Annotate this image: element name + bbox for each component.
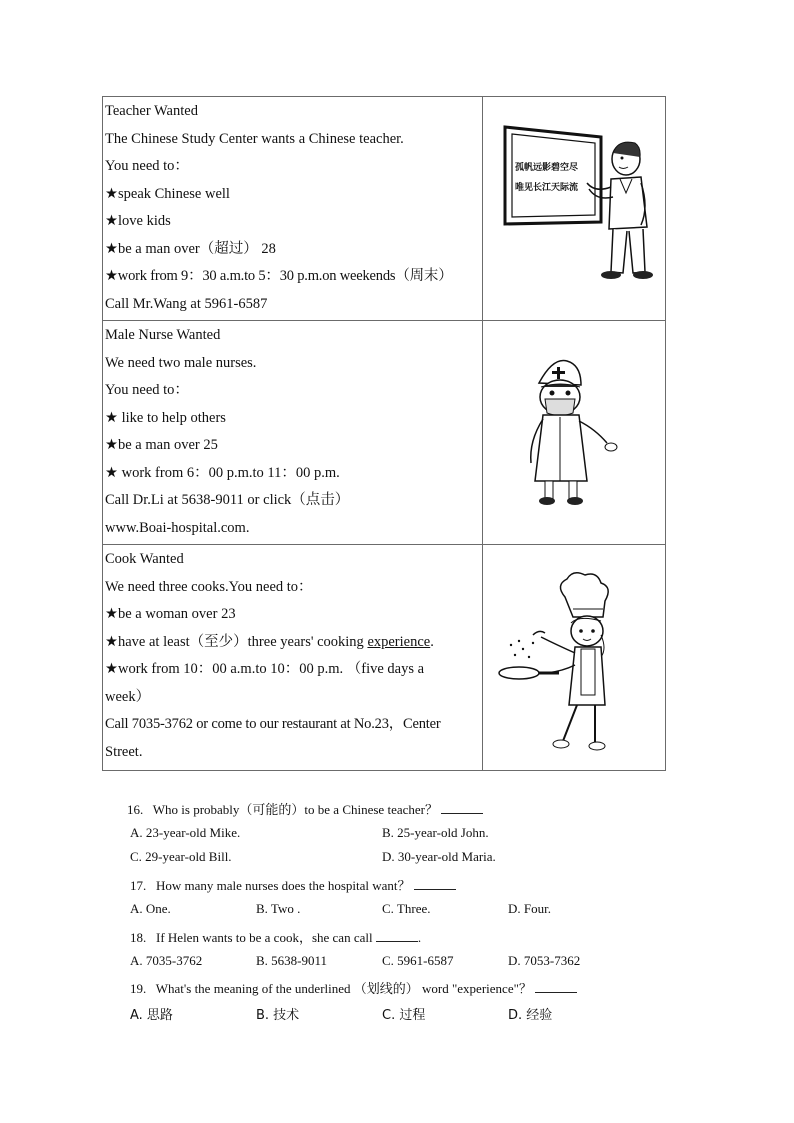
ad-line: ★be a woman over 23 bbox=[105, 606, 236, 622]
ad-line: ★speak Chinese well bbox=[105, 185, 230, 202]
nurse-illustration-cell bbox=[482, 321, 665, 545]
question-number: 18. bbox=[130, 930, 147, 945]
ad-line: Street. bbox=[105, 743, 143, 760]
option-a[interactable]: A. 思路 bbox=[130, 1008, 173, 1023]
ad-line: Cook Wanted bbox=[105, 551, 184, 567]
question-text: What's the meaning of the underlined （划线的） word "experience"？ bbox=[155, 981, 532, 996]
blackboard-line-1: 孤帆远影碧空尽 bbox=[514, 163, 578, 173]
ad-line: week） bbox=[105, 688, 151, 705]
job-ads-table bbox=[102, 96, 666, 771]
question-text: Who is probably（可能的）to be a Chinese teacher？ bbox=[152, 802, 438, 817]
ad-line-experience bbox=[105, 629, 482, 657]
answer-blank[interactable] bbox=[414, 877, 456, 890]
ad-line: ★be a man over（超过） 28 bbox=[105, 240, 276, 257]
ad-line: You need to： bbox=[105, 382, 189, 398]
ad-line: Call Dr.Li at 5638-9011 or click（点击） bbox=[105, 492, 350, 508]
ad-line: You need to： bbox=[105, 158, 189, 174]
ad-line: The Chinese Study Center wants a Chinese teacher. bbox=[105, 130, 404, 147]
option-b[interactable]: B. Two . bbox=[256, 901, 301, 916]
question-number: 19. bbox=[130, 981, 147, 996]
cook-illustration bbox=[483, 545, 668, 769]
ad-row-nurse bbox=[103, 321, 666, 545]
experience-post: . bbox=[430, 633, 434, 650]
option-d[interactable]: D. Four. bbox=[508, 901, 551, 916]
ad-line: ★ work from 6：00 p.m.to 11：00 p.m. bbox=[105, 464, 340, 481]
ad-cook-text bbox=[103, 545, 483, 771]
option-a[interactable]: A. One. bbox=[130, 901, 171, 916]
ad-line: ★work from 10：00 a.m.to 10：00 p.m. （five days a bbox=[105, 661, 425, 677]
option-a[interactable]: A. 7035-3762 bbox=[130, 953, 203, 968]
option-c[interactable]: C. 5961-6587 bbox=[382, 953, 454, 968]
ad-line: ★be a man over 25 bbox=[105, 437, 218, 453]
ad-line: Male Nurse Wanted bbox=[105, 327, 221, 343]
ad-line: ★ like to help others bbox=[105, 409, 226, 426]
teacher-illustration-cell bbox=[482, 97, 665, 321]
ad-row-cook bbox=[103, 545, 666, 771]
experience-pre: ★have at least（至少）three years' cooking bbox=[105, 633, 368, 650]
ad-line: Call 7035-3762 or come to our restaurant at No.23，Center bbox=[105, 716, 441, 732]
answer-blank[interactable] bbox=[376, 929, 418, 942]
ad-row-teacher bbox=[103, 97, 666, 321]
option-d[interactable]: D. 30-year-old Maria. bbox=[382, 849, 496, 864]
underlined-word-experience: experience bbox=[367, 633, 431, 650]
question-17 bbox=[130, 875, 456, 894]
question-16 bbox=[127, 799, 483, 818]
ad-line: www.Boai-hospital.com. bbox=[105, 519, 250, 536]
option-c[interactable]: C. 29-year-old Bill. bbox=[130, 849, 232, 864]
question-19 bbox=[130, 978, 577, 997]
option-b[interactable]: B. 5638-9011 bbox=[256, 953, 328, 968]
ad-line: ★work from 9：30 a.m.to 5：30 p.m.on weekends（周末） bbox=[105, 268, 453, 284]
answer-blank[interactable] bbox=[535, 980, 577, 993]
ad-line: ★love kids bbox=[105, 213, 171, 229]
ad-line: Teacher Wanted bbox=[105, 103, 198, 119]
ad-teacher-text bbox=[103, 97, 483, 321]
question-text: If Helen wants to be a cook，she can call bbox=[156, 930, 373, 945]
ad-nurse-text bbox=[103, 321, 483, 545]
option-c[interactable]: C. 过程 bbox=[382, 1008, 426, 1023]
option-d[interactable]: D. 7053-7362 bbox=[508, 953, 581, 968]
question-number: 17. bbox=[130, 878, 147, 893]
ad-line: We need two male nurses. bbox=[105, 354, 257, 371]
option-d[interactable]: D. 经验 bbox=[508, 1008, 553, 1023]
question-tail: . bbox=[417, 930, 422, 945]
option-b[interactable]: B. 技术 bbox=[256, 1008, 300, 1023]
ad-line: We need three cooks.You need to： bbox=[105, 578, 313, 595]
nurse-illustration bbox=[483, 321, 668, 543]
teacher-illustration bbox=[483, 97, 668, 319]
option-b[interactable]: B. 25-year-old John. bbox=[382, 825, 489, 840]
question-18 bbox=[130, 927, 421, 946]
blackboard-line-2: 唯见长江天际流 bbox=[514, 183, 578, 193]
question-text: How many male nurses does the hospital want？ bbox=[156, 878, 411, 893]
option-c[interactable]: C. Three. bbox=[382, 901, 431, 916]
cook-illustration-cell bbox=[482, 545, 665, 771]
ad-line: Call Mr.Wang at 5961-6587 bbox=[105, 295, 268, 312]
option-a[interactable]: A. 23-year-old Mike. bbox=[130, 825, 241, 840]
question-number: 16. bbox=[127, 802, 144, 817]
answer-blank[interactable] bbox=[441, 801, 483, 814]
